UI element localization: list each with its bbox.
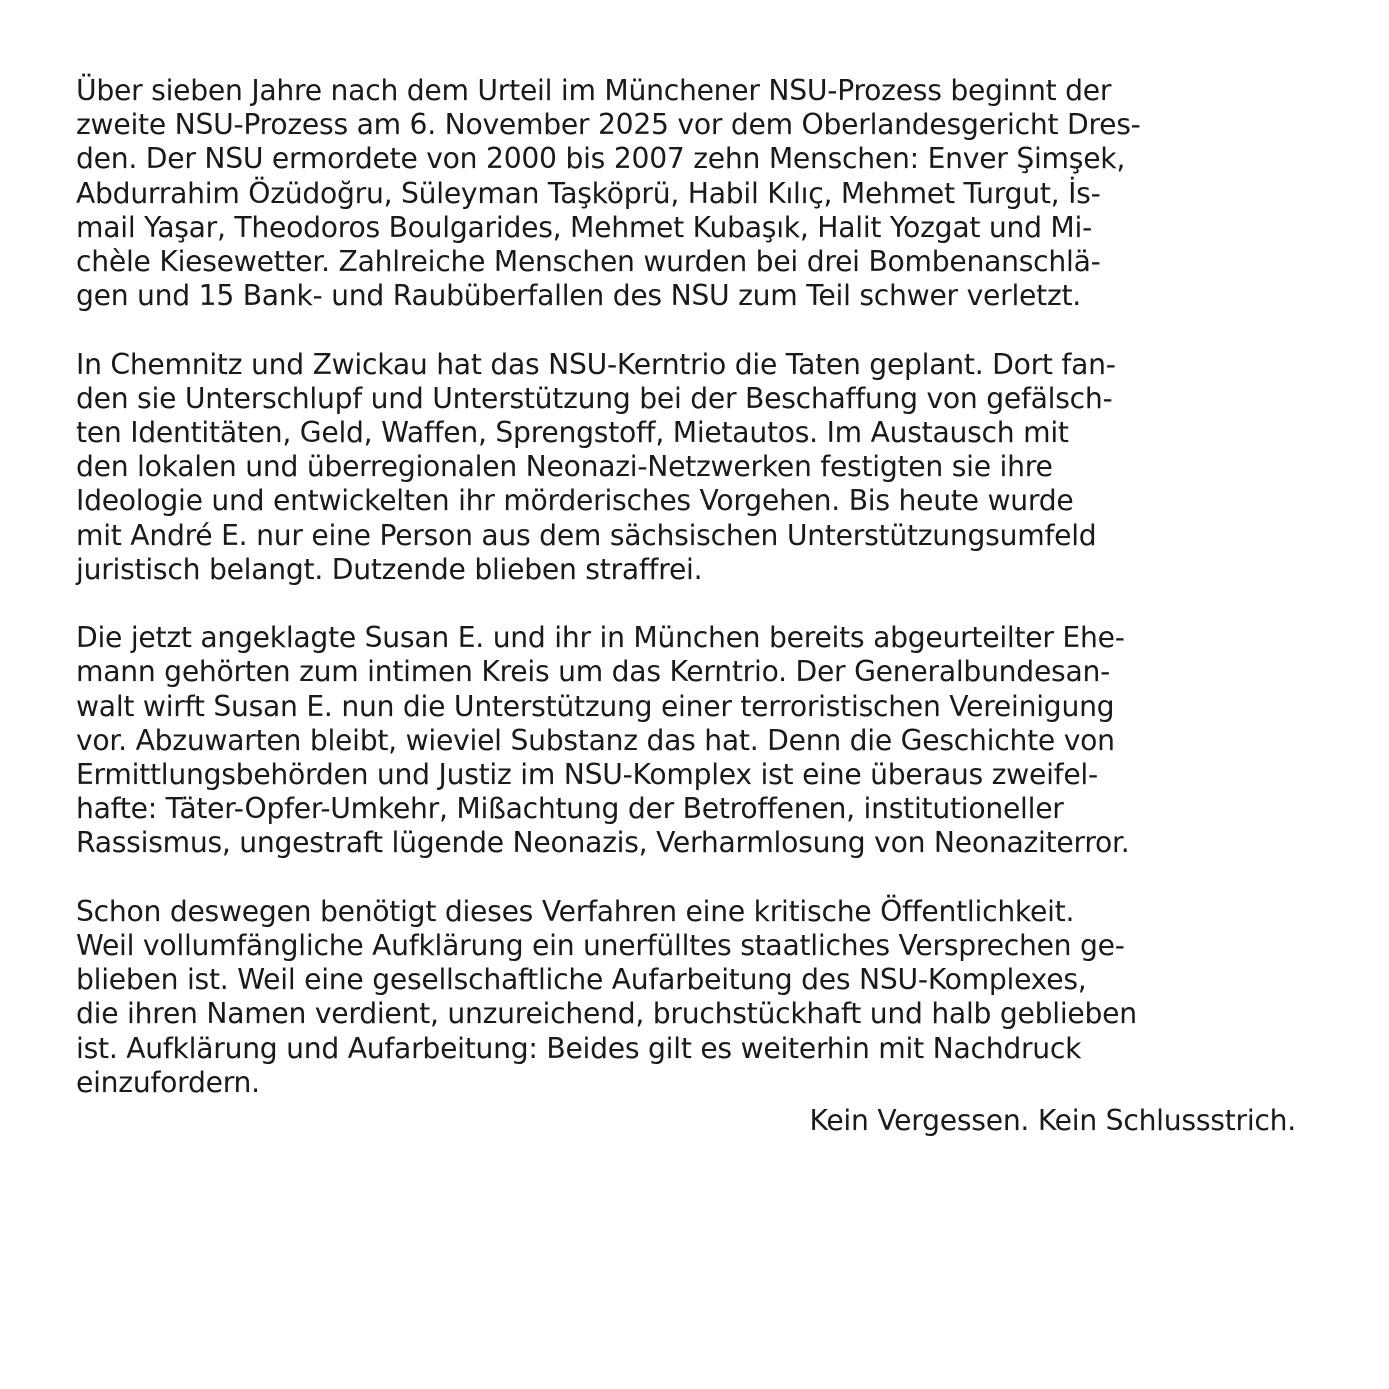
text-line: den sie Unterschlupf und Unterstützung bei der Beschaffung von gefälsch-	[76, 381, 1113, 415]
text-line: hafte: Täter-Opfer-Umkehr, Mißachtung der Betroffenen, institutioneller	[76, 792, 1064, 826]
text-line: Über sieben Jahre nach dem Urteil im Münchener NSU-Prozess beginnt der	[76, 74, 1112, 107]
text-line: mail Yaşar, Theodoros Boulgarides, Mehmet Kubaşık, Halit Yozgat und Mi-	[76, 210, 1093, 244]
text-line: In Chemnitz und Zwickau hat das NSU-Kerntrio die Taten geplant. Dort fan-	[76, 347, 1116, 381]
text-line: die ihren Namen verdient, unzureichend, bruchstückhaft und halb geblieben	[76, 997, 1137, 1031]
text-line: blieben ist. Weil eine gesellschaftliche Aufarbeitung des NSU-Komplexes,	[76, 963, 1087, 997]
text-line: juristisch belangt. Dutzende blieben straffrei.	[76, 552, 703, 586]
text-line: chèle Kiesewetter. Zahlreiche Menschen wurden bei drei Bombenanschlä-	[76, 245, 1101, 279]
text-line: gen und 15 Bank- und Raubüberfallen des NSU zum Teil schwer verletzt.	[76, 279, 1081, 313]
text-line: ten Identitäten, Geld, Waffen, Sprengstoff, Mietautos. Im Austausch mit	[76, 416, 1069, 450]
text-line: mit André E. nur eine Person aus dem sächsischen Unterstützungsumfeld	[76, 518, 1097, 552]
paragraph-3	[76, 621, 1316, 860]
text-line: einzufordern.	[76, 1065, 260, 1099]
paragraph-1	[76, 74, 1316, 313]
paragraph-4	[76, 895, 1316, 1100]
text-line: Abdurrahim Özüdoğru, Süleyman Taşköprü, Habil Kılıç, Mehmet Turgut, İs-	[76, 176, 1101, 210]
text-line: ist. Aufklärung und Aufarbeitung: Beides gilt es weiterhin mit Nachdruck	[76, 1031, 1082, 1065]
text-line: Weil vollumfängliche Aufklärung ein unerfülltes staatliches Versprechen ge-	[76, 929, 1125, 963]
text-line: Rassismus, ungestraft lügende Neonazis, Verharmlosung von Neonaziterror.	[76, 826, 1130, 860]
text-line: walt wirft Susan E. nun die Unterstützung einer terroristischen Vereinigung	[76, 689, 1115, 723]
document-body	[76, 74, 1316, 1138]
text-line: Schon deswegen benötigt dieses Verfahren eine kritische Öffentlichkeit.	[76, 894, 1075, 928]
closing-slogan: Kein Vergessen. Kein Schlussstrich.	[809, 1104, 1296, 1138]
text-line: mann gehörten zum intimen Kreis um das Kerntrio. Der Generalbundesan-	[76, 655, 1111, 689]
text-line: Ermittlungsbehörden und Justiz im NSU-Komplex ist eine überaus zweifel-	[76, 758, 1098, 792]
text-line: den. Der NSU ermordete von 2000 bis 2007 zehn Menschen: Enver Şimşek,	[76, 142, 1126, 176]
text-line: den lokalen und überregionalen Neonazi-Netzwerken festigten sie ihre	[76, 450, 1053, 484]
text-line: Ideologie und entwickelten ihr mörderisches Vorgehen. Bis heute wurde	[76, 484, 1074, 518]
text-line: Die jetzt angeklagte Susan E. und ihr in München bereits abgeurteilter Ehe-	[76, 621, 1125, 655]
paragraph-2	[76, 348, 1316, 587]
text-line: zweite NSU-Prozess am 6. November 2025 vor dem Oberlandesgericht Dres-	[76, 108, 1141, 142]
text-line: vor. Abzuwarten bleibt, wieviel Substanz das hat. Denn die Geschichte von	[76, 723, 1115, 757]
